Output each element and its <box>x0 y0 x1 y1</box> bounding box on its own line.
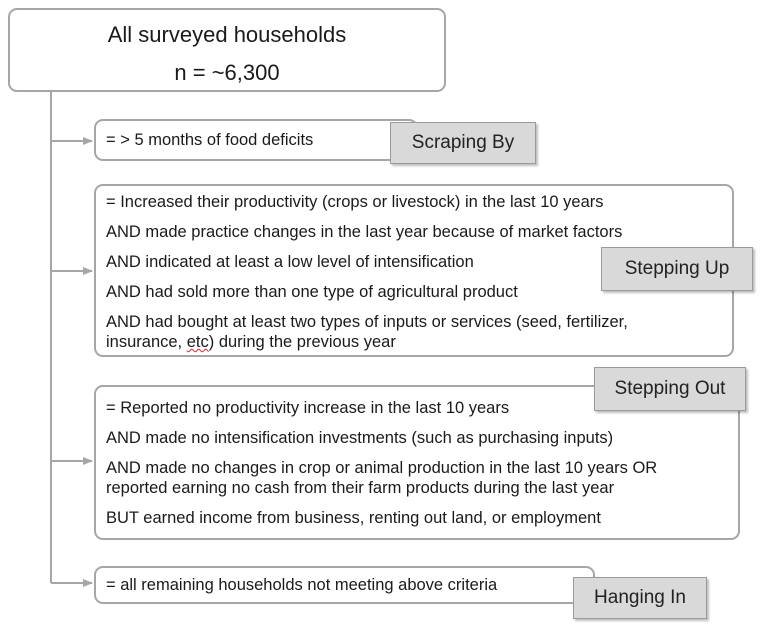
criteria-line: AND made no intensification investments (such as purchasing inputs) <box>106 429 614 447</box>
criteria-line: AND made practice changes in the last year because of market factors <box>106 223 623 241</box>
root-node <box>8 8 446 92</box>
root-sample-size: n = ~6,300 <box>174 60 280 85</box>
stepping-out-label: Stepping Out <box>594 367 746 411</box>
stepping-up-label: Stepping Up <box>601 247 753 291</box>
criteria-line: AND made no changes in crop or animal production in the last 10 years OR <box>106 459 658 477</box>
criteria-line: AND had sold more than one type of agricultural product <box>106 283 518 301</box>
criteria-line: AND had bought at least two types of inputs or services (seed, fertilizer, <box>106 313 628 331</box>
scraping-by-label: Scraping By <box>390 122 536 164</box>
criteria-text: ) during the previous year <box>208 333 396 351</box>
hanging-in-criteria-box <box>94 566 595 604</box>
criteria-line: = > 5 months of food deficits <box>106 131 314 149</box>
criteria-text: insurance, <box>106 333 187 351</box>
criteria-line: reported earning no cash from their farm products during the last year <box>106 479 615 497</box>
root-title: All surveyed households <box>107 22 347 47</box>
criteria-line: = Increased their productivity (crops or livestock) in the last 10 years <box>106 193 604 211</box>
criteria-line <box>106 332 396 352</box>
criteria-text: etc <box>186 333 209 351</box>
scraping-by-criteria-box <box>94 119 418 161</box>
criteria-line: = all remaining households not meeting above criteria <box>106 576 498 594</box>
criteria-line: AND indicated at least a low level of intensification <box>106 253 474 271</box>
criteria-line: BUT earned income from business, renting out land, or employment <box>106 509 601 527</box>
hanging-in-label: Hanging In <box>573 577 707 619</box>
criteria-line: = Reported no productivity increase in the last 10 years <box>106 399 510 417</box>
